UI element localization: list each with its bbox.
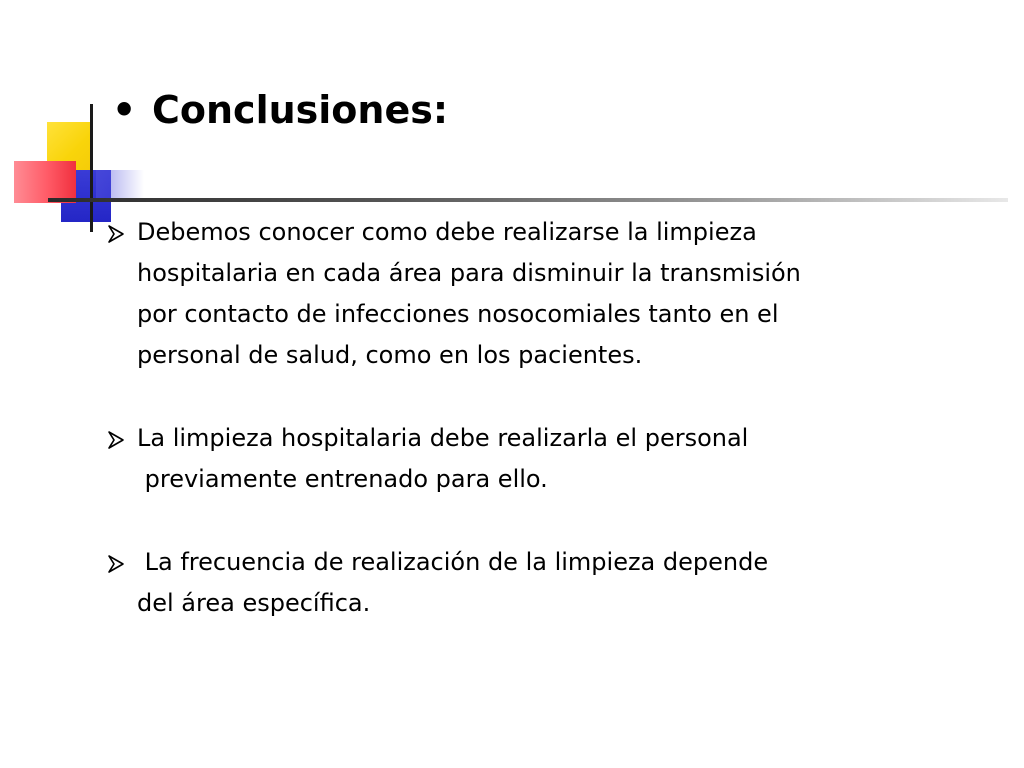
arrow-bullet-icon bbox=[106, 224, 126, 244]
vertical-rule bbox=[90, 104, 93, 232]
arrow-bullet-icon bbox=[106, 554, 126, 574]
list-item bbox=[106, 418, 986, 500]
blue-fade-decoration bbox=[96, 170, 144, 200]
horizontal-rule bbox=[48, 198, 1008, 202]
bullet-line: previamente entrenado para ello. bbox=[137, 465, 548, 493]
red-square-decoration bbox=[14, 161, 76, 203]
title-text: Conclusiones: bbox=[152, 88, 449, 132]
slide-title bbox=[112, 88, 448, 132]
bullet-line: hospitalaria en cada área para disminuir la transmisión bbox=[137, 259, 801, 287]
bullet-list bbox=[106, 212, 986, 666]
list-item bbox=[106, 542, 986, 624]
list-item bbox=[106, 212, 986, 376]
bullet-line: Debemos conocer como debe realizarse la limpieza bbox=[137, 218, 757, 246]
bullet-line: por contacto de infecciones nosocomiales tanto en el bbox=[137, 300, 779, 328]
title-bullet: • bbox=[112, 88, 137, 132]
bullet-line: La limpieza hospitalaria debe realizarla el personal bbox=[137, 424, 749, 452]
bullet-line: del área específica. bbox=[137, 589, 371, 617]
bullet-line: La frecuencia de realización de la limpieza depende bbox=[137, 548, 769, 576]
bullet-line: personal de salud, como en los pacientes. bbox=[137, 341, 643, 369]
arrow-bullet-icon bbox=[106, 430, 126, 450]
